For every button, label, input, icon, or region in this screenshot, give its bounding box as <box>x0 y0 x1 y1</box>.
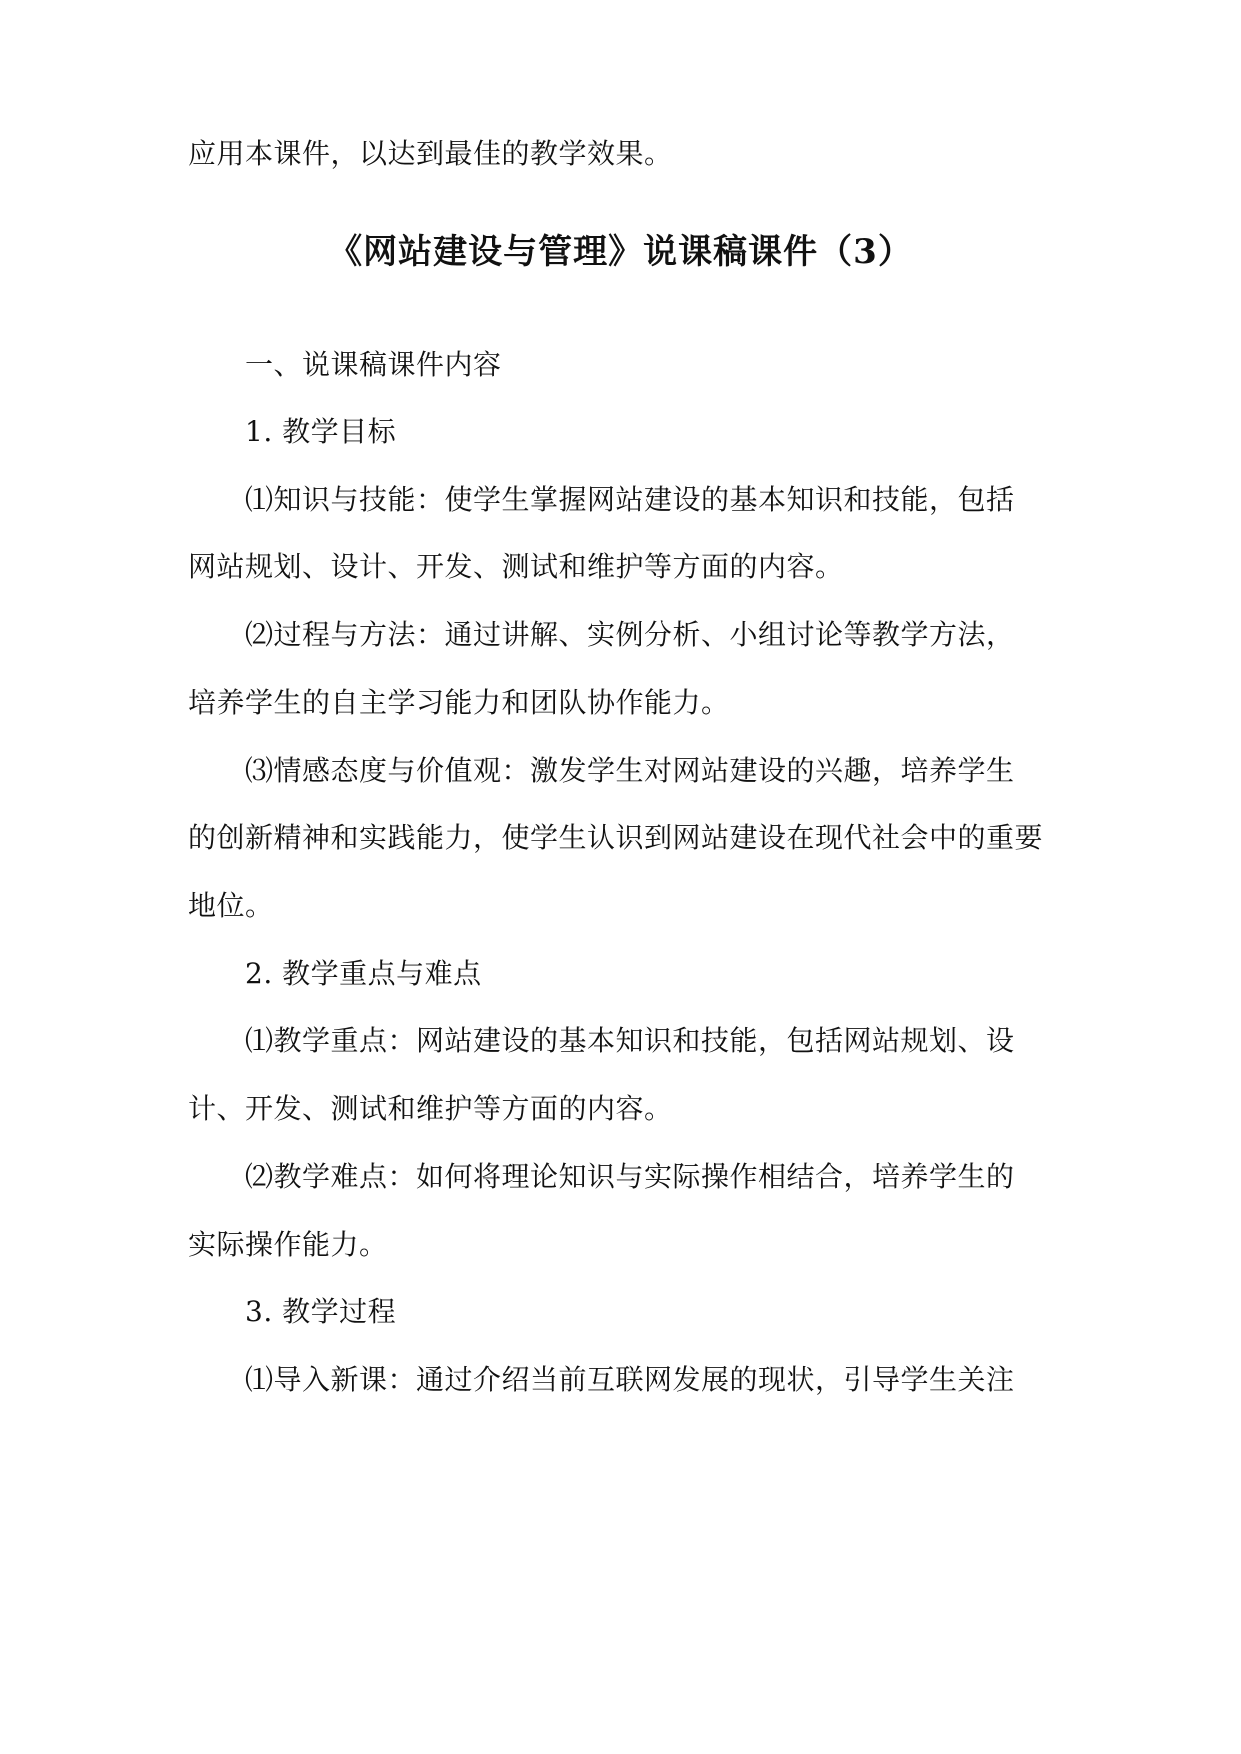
item3-heading: 3. 教学过程 <box>245 1295 397 1328</box>
paragraph-line: 的创新精神和实践能力，使学生认识到网站建设在现代社会中的重要 <box>188 821 1044 854</box>
paragraph-line: ⑴导入新课：通过介绍当前互联网发展的现状，引导学生关注 <box>245 1363 1015 1396</box>
paragraph-line: ⑴教学重点：网站建设的基本知识和技能，包括网站规划、设 <box>245 1024 1015 1057</box>
item1-heading: 1. 教学目标 <box>245 415 397 448</box>
paragraph-line: 实际操作能力。 <box>188 1228 388 1261</box>
paragraph-line: ⑴知识与技能：使学生掌握网站建设的基本知识和技能，包括 <box>245 483 1015 516</box>
item2-heading: 2. 教学重点与难点 <box>245 957 482 990</box>
page-title: 《网站建设与管理》说课稿课件（3） <box>328 232 913 272</box>
carryover-line: 应用本课件，以达到最佳的教学效果。 <box>188 137 673 170</box>
paragraph-line: ⑵教学难点：如何将理论知识与实际操作相结合，培养学生的 <box>245 1160 1015 1193</box>
paragraph-line: 计、开发、测试和维护等方面的内容。 <box>188 1092 673 1125</box>
paragraph-line: 培养学生的自主学习能力和团队协作能力。 <box>188 686 730 719</box>
paragraph-line: 地位。 <box>188 889 274 922</box>
section-heading: 一、说课稿课件内容 <box>245 348 502 381</box>
paragraph-line: ⑵过程与方法：通过讲解、实例分析、小组讨论等教学方法， <box>245 618 1015 651</box>
paragraph-line: ⑶情感态度与价值观：激发学生对网站建设的兴趣，培养学生 <box>245 754 1015 787</box>
paragraph-line: 网站规划、设计、开发、测试和维护等方面的内容。 <box>188 550 844 583</box>
